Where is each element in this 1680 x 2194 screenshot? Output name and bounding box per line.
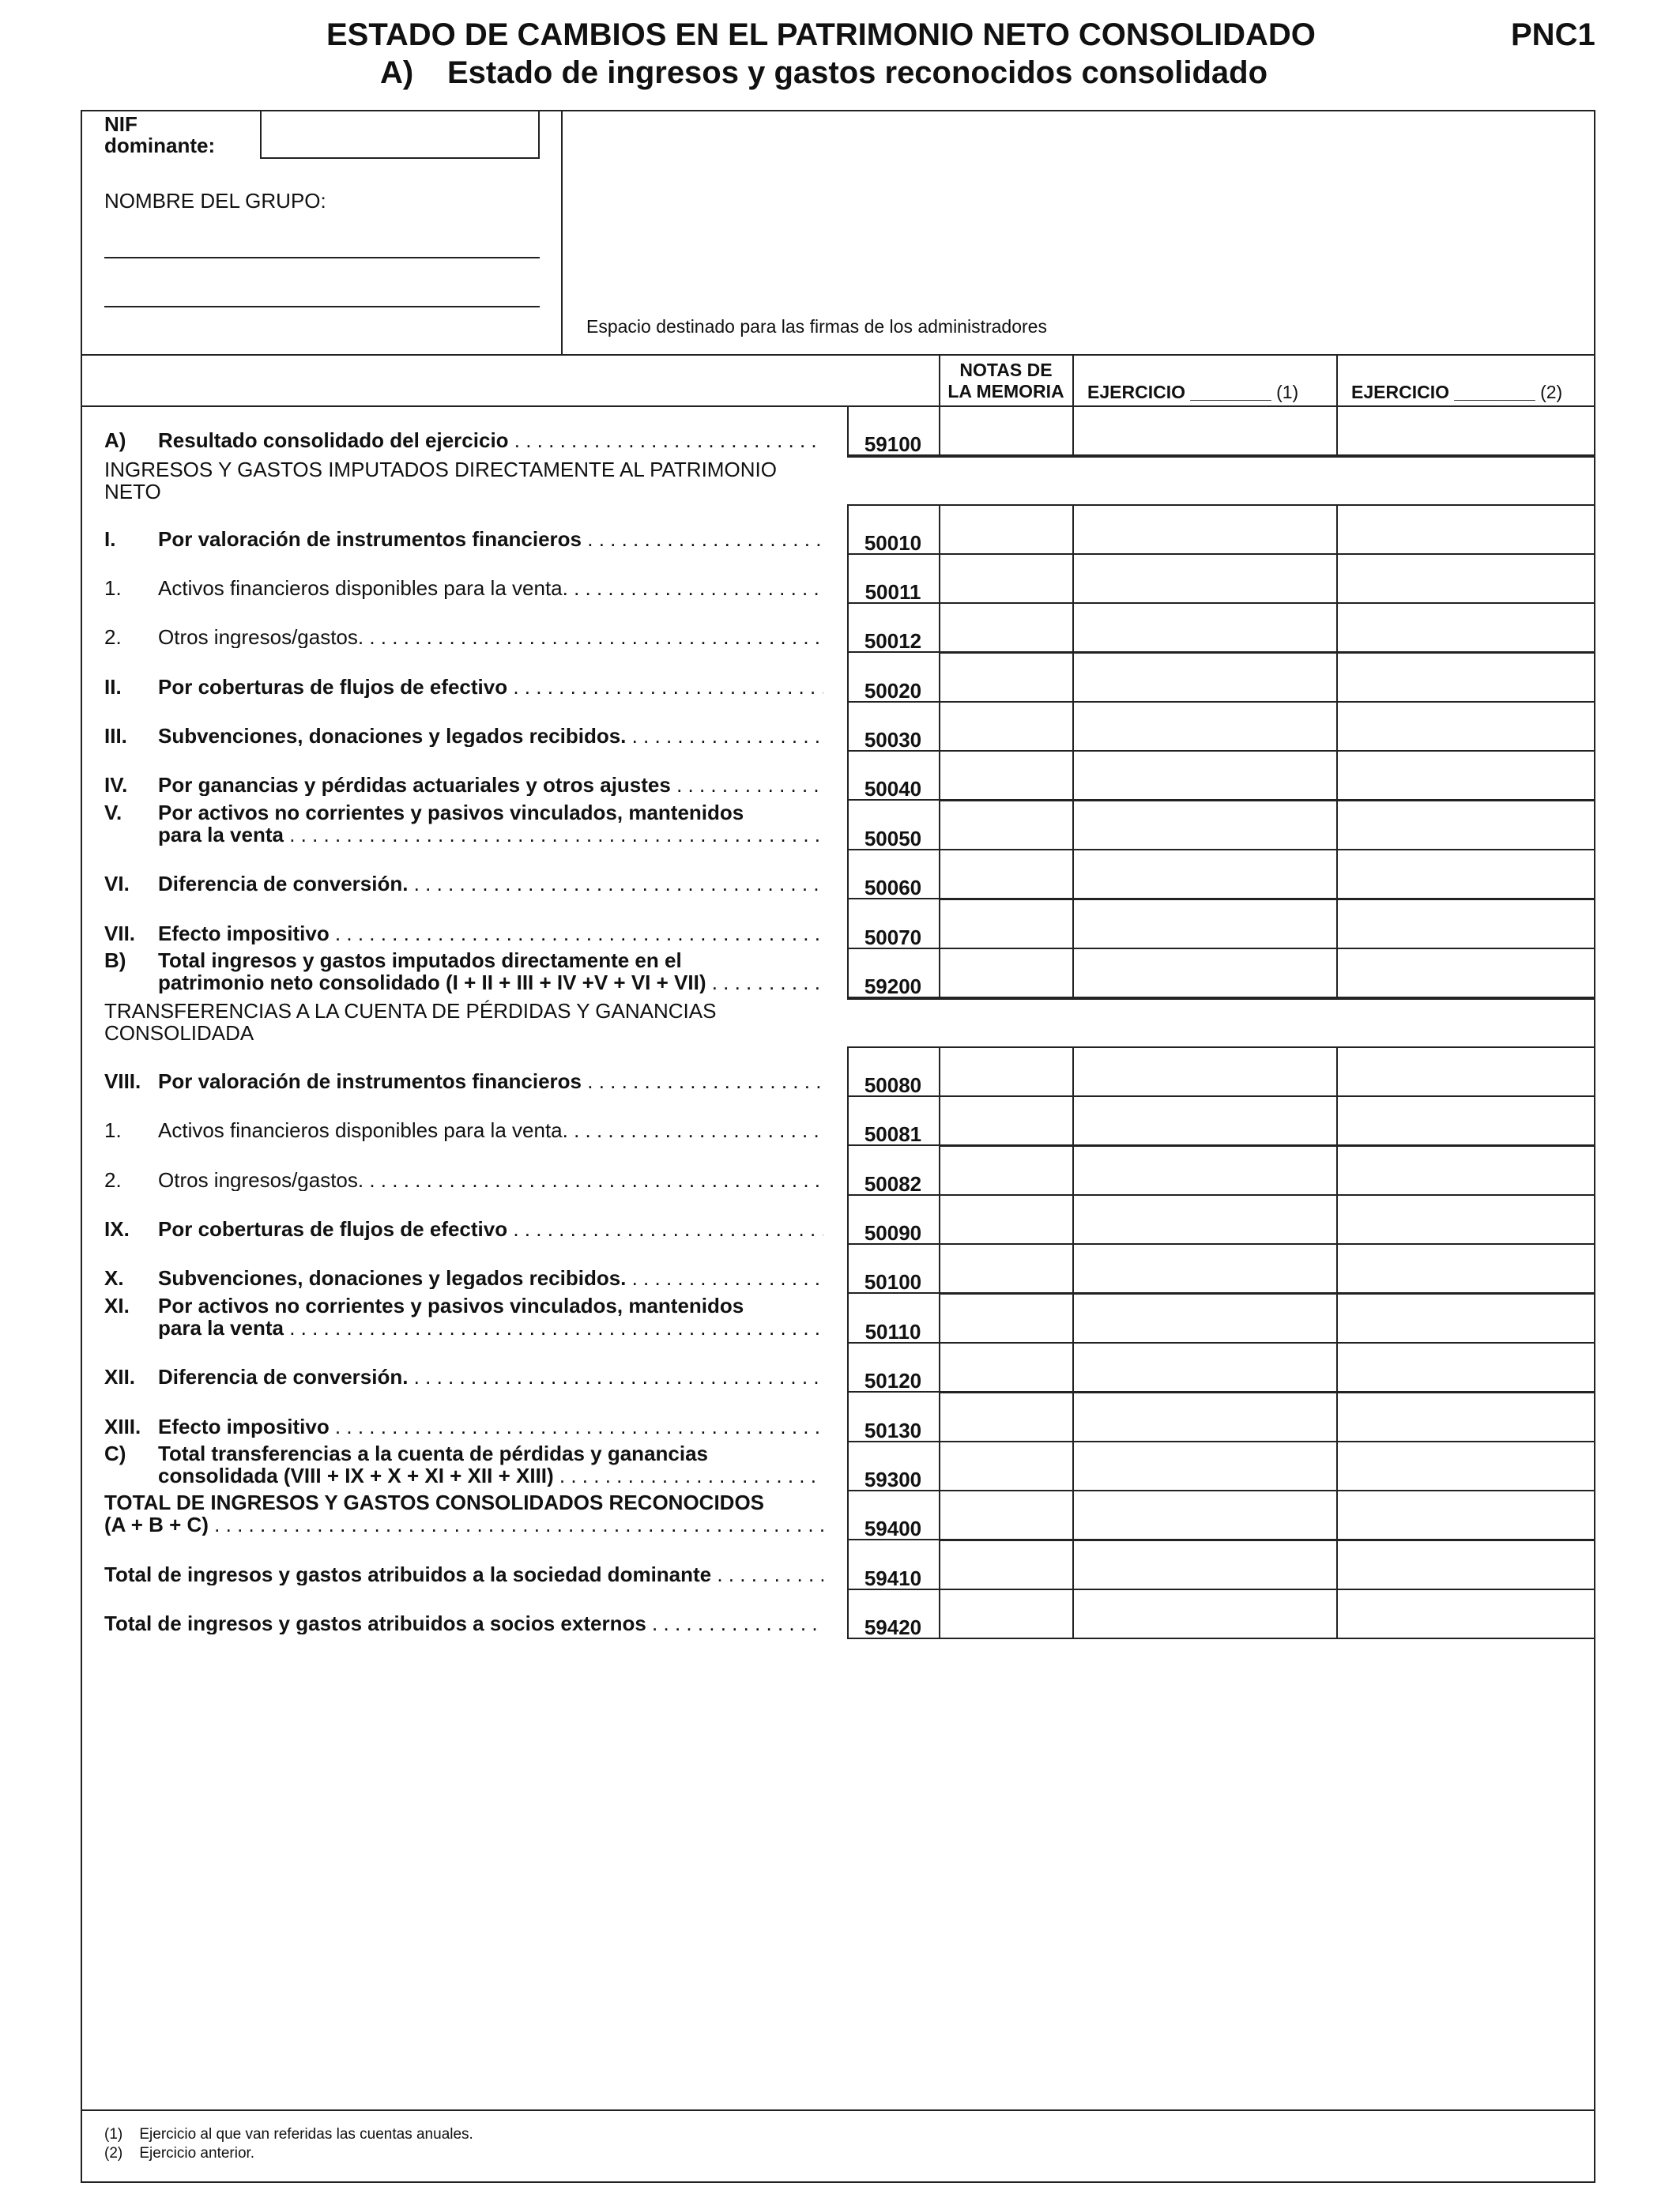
notes-cell[interactable] bbox=[939, 652, 1074, 703]
row-text: Subvenciones, donaciones y legados recibidos. . . . bbox=[158, 725, 823, 747]
row-text: Por ganancias y pérdidas actuariales y otros ajustes . . . bbox=[158, 774, 823, 796]
row-code: 50060 bbox=[864, 876, 922, 899]
row-label bbox=[104, 626, 823, 650]
notes-cell[interactable] bbox=[939, 1243, 1074, 1294]
row-code-box bbox=[847, 1589, 940, 1639]
row-label bbox=[104, 1442, 823, 1488]
notes-cell[interactable] bbox=[939, 701, 1074, 752]
page-title: ESTADO DE CAMBIOS EN EL PATRIMONIO NETO CONSOLIDADO bbox=[326, 17, 1316, 52]
row-text: Total de ingresos y gastos atribuidos a la sociedad dominante . . . bbox=[104, 1563, 823, 1585]
row-code-box bbox=[847, 1194, 940, 1245]
row-code: 50020 bbox=[864, 679, 922, 703]
row-code: 50090 bbox=[864, 1221, 922, 1245]
row-text: Por valoración de instrumentos financieros . . . bbox=[158, 1070, 823, 1092]
page-subtitle: Estado de ingresos y gastos reconocidos consolidado bbox=[447, 55, 1268, 90]
row-code-box bbox=[847, 701, 940, 752]
row-code: 50030 bbox=[864, 728, 922, 752]
exercise2-cell[interactable] bbox=[1336, 553, 1595, 604]
row-code-box bbox=[847, 899, 940, 949]
row-text: Efecto impositivo . . . bbox=[158, 922, 823, 944]
exercise1-cell[interactable] bbox=[1072, 553, 1338, 604]
exercise1-cell[interactable] bbox=[1072, 1145, 1338, 1196]
row-code: 50080 bbox=[864, 1073, 922, 1097]
exercise2-cell[interactable] bbox=[1336, 800, 1595, 850]
group-name-label: NOMBRE DEL GRUPO: bbox=[104, 189, 326, 213]
row-label bbox=[104, 1366, 823, 1389]
row-text: Total de ingresos y gastos atribuidos a socios externos . . . bbox=[104, 1612, 823, 1634]
row-code: 50100 bbox=[864, 1270, 922, 1294]
row-number: IX. bbox=[104, 1217, 130, 1241]
row-code-box bbox=[847, 800, 940, 850]
header-divider-ex1 bbox=[1072, 354, 1074, 406]
exercise2-cell[interactable] bbox=[1336, 1490, 1595, 1540]
row-code-box bbox=[847, 1342, 940, 1393]
group-name-field-2[interactable] bbox=[104, 306, 540, 307]
row-label bbox=[104, 429, 823, 453]
row-text-continued: para la venta . . . bbox=[158, 824, 823, 846]
exercise2-cell[interactable] bbox=[1336, 602, 1595, 653]
exercise1-cell[interactable] bbox=[1072, 405, 1338, 456]
row-text: Total transferencias a la cuenta de pérdidas y ganancias bbox=[158, 1442, 709, 1465]
exercise2-cell[interactable] bbox=[1336, 1046, 1595, 1097]
notes-cell[interactable] bbox=[939, 849, 1074, 899]
notes-cell[interactable] bbox=[939, 1194, 1074, 1245]
row-number: 1. bbox=[104, 576, 122, 600]
row-number: II. bbox=[104, 675, 122, 699]
row-label bbox=[104, 1070, 823, 1094]
exercise2-cell[interactable] bbox=[1336, 1293, 1595, 1344]
exercise2-cell[interactable] bbox=[1336, 1441, 1595, 1491]
row-code: 50110 bbox=[864, 1320, 921, 1344]
row-text-continued: patrimonio neto consolidado (I + II + III + IV +V + VI + VII) . . . bbox=[158, 971, 823, 993]
row-label bbox=[104, 676, 823, 699]
row-text-continued: (A + B + C) . . . bbox=[104, 1514, 823, 1536]
row-number: B) bbox=[104, 948, 126, 972]
header-divider-ex2 bbox=[1336, 354, 1338, 406]
exercise1-cell[interactable] bbox=[1072, 701, 1338, 752]
exercise1-cell[interactable] bbox=[1072, 1194, 1338, 1245]
row-text: Activos financieros disponibles para la venta. . . . bbox=[158, 577, 823, 599]
footnote-2: (2) Ejercicio anterior. bbox=[104, 2145, 255, 2162]
row-number: VI. bbox=[104, 872, 130, 895]
row-text-continued: consolidada (VIII + IX + X + XI + XII + XIII) . . . bbox=[158, 1465, 823, 1487]
section-heading-equity: INGRESOS Y GASTOS IMPUTADOS DIRECTAMENTE AL PATRIMONIO NETO bbox=[104, 458, 777, 503]
row-text: Diferencia de conversión. . . . bbox=[158, 1366, 823, 1388]
row-code-box bbox=[847, 652, 940, 703]
row-code: 50130 bbox=[864, 1419, 922, 1442]
row-number: I. bbox=[104, 527, 116, 551]
section2-rule bbox=[847, 998, 1595, 1000]
row-text: TOTAL DE INGRESOS Y GASTOS CONSOLIDADOS RECONOCIDOS bbox=[104, 1491, 765, 1514]
exercise1-cell[interactable] bbox=[1072, 1342, 1338, 1393]
row-code-box bbox=[847, 1145, 940, 1196]
notes-cell[interactable] bbox=[939, 1490, 1074, 1540]
row-label bbox=[104, 1491, 823, 1537]
row-code-box bbox=[847, 1293, 940, 1344]
exercise1-cell[interactable] bbox=[1072, 504, 1338, 555]
exercise1-cell[interactable] bbox=[1072, 1540, 1338, 1590]
exercise2-cell[interactable] bbox=[1336, 1095, 1595, 1146]
signatures-caption: Espacio destinado para las firmas de los administradores bbox=[586, 316, 1047, 337]
row-number: VIII. bbox=[104, 1069, 141, 1093]
row-text-continued: para la venta . . . bbox=[158, 1317, 823, 1339]
row-number: V. bbox=[104, 801, 122, 824]
row-label bbox=[104, 774, 823, 797]
row-text: Otros ingresos/gastos. . . . bbox=[158, 1169, 823, 1191]
id-divider bbox=[561, 110, 563, 356]
table-bottom-rule bbox=[847, 1638, 1595, 1639]
row-text: Resultado consolidado del ejercicio . . . bbox=[158, 429, 823, 451]
exercise1-cell[interactable] bbox=[1072, 1490, 1338, 1540]
row-text: Efecto impositivo . . . bbox=[158, 1416, 823, 1438]
row-label bbox=[104, 528, 823, 552]
section1-rule bbox=[847, 456, 1595, 458]
exercise2-cell[interactable] bbox=[1336, 849, 1595, 899]
exercise2-cell[interactable] bbox=[1336, 701, 1595, 752]
row-text: Por activos no corrientes y pasivos vinculados, mantenidos bbox=[158, 801, 744, 824]
row-number: 2. bbox=[104, 625, 122, 649]
row-code-box bbox=[847, 405, 940, 456]
row-number: X. bbox=[104, 1266, 124, 1290]
row-code: 59420 bbox=[864, 1615, 922, 1639]
notes-cell[interactable] bbox=[939, 602, 1074, 653]
row-label bbox=[104, 1563, 823, 1587]
row-text: Subvenciones, donaciones y legados recibidos. . . . bbox=[158, 1267, 823, 1289]
exercise1-cell[interactable] bbox=[1072, 1243, 1338, 1294]
notes-cell[interactable] bbox=[939, 405, 1074, 456]
row-number: 1. bbox=[104, 1118, 122, 1142]
exercise1-cell[interactable] bbox=[1072, 750, 1338, 801]
row-label bbox=[104, 949, 823, 995]
row-code-box bbox=[847, 1095, 940, 1146]
subtitle-prefix: A) bbox=[380, 55, 414, 90]
row-code-box bbox=[847, 1490, 940, 1540]
notes-cell[interactable] bbox=[939, 504, 1074, 555]
exercise2-column-header: EJERCICIO ________ (2) bbox=[1351, 382, 1563, 402]
row-number: IV. bbox=[104, 773, 128, 797]
row-code: 50082 bbox=[864, 1172, 922, 1196]
row-text: Por coberturas de flujos de efectivo . . . bbox=[158, 676, 823, 698]
notes-cell[interactable] bbox=[939, 1046, 1074, 1097]
exercise1-column-header: EJERCICIO ________ (1) bbox=[1087, 382, 1299, 402]
row-code: 59100 bbox=[864, 432, 922, 456]
exercise2-cell[interactable] bbox=[1336, 1145, 1595, 1196]
row-label bbox=[104, 1267, 823, 1291]
row-code: 59200 bbox=[864, 974, 922, 998]
notes-cell[interactable] bbox=[939, 1145, 1074, 1196]
row-code: 50040 bbox=[864, 777, 922, 801]
row-number: VII. bbox=[104, 922, 136, 945]
exercise1-cell[interactable] bbox=[1072, 800, 1338, 850]
exercise1-cell[interactable] bbox=[1072, 948, 1338, 998]
exercise2-cell[interactable] bbox=[1336, 1392, 1595, 1442]
notes-cell[interactable] bbox=[939, 1095, 1074, 1146]
row-code: 50012 bbox=[864, 629, 922, 653]
notes-cell[interactable] bbox=[939, 1540, 1074, 1590]
exercise2-cell[interactable] bbox=[1336, 1342, 1595, 1393]
row-label bbox=[104, 1612, 823, 1636]
section-heading-transfers: TRANSFERENCIAS A LA CUENTA DE PÉRDIDAS Y GANANCIAS CONSOLIDADA bbox=[104, 999, 717, 1045]
row-code: 59400 bbox=[864, 1517, 922, 1540]
exercise2-cell[interactable] bbox=[1336, 1243, 1595, 1294]
row-code-box bbox=[847, 849, 940, 899]
row-code: 59410 bbox=[864, 1566, 922, 1590]
row-number: XIII. bbox=[104, 1415, 141, 1438]
row-code-box bbox=[847, 602, 940, 653]
row-code-box bbox=[847, 1243, 940, 1294]
row-label bbox=[104, 1218, 823, 1242]
row-code: 50010 bbox=[864, 531, 922, 555]
row-code: 50081 bbox=[864, 1122, 922, 1146]
row-number: III. bbox=[104, 724, 127, 748]
row-label bbox=[104, 1416, 823, 1439]
notes-cell[interactable] bbox=[939, 1293, 1074, 1344]
notes-cell[interactable] bbox=[939, 800, 1074, 850]
row-text: Diferencia de conversión. . . . bbox=[158, 873, 823, 895]
row-code-box bbox=[847, 948, 940, 998]
row-code-box bbox=[847, 1392, 940, 1442]
row-label bbox=[104, 1169, 823, 1193]
row-label bbox=[104, 873, 823, 896]
exercise2-cell[interactable] bbox=[1336, 405, 1595, 456]
row-text: Activos financieros disponibles para la venta. . . . bbox=[158, 1119, 823, 1141]
row-code-box bbox=[847, 1046, 940, 1097]
row-code-box bbox=[847, 1540, 940, 1590]
row-number: 2. bbox=[104, 1168, 122, 1192]
form-code: PNC1 bbox=[1511, 17, 1595, 52]
exercise2-cell[interactable] bbox=[1336, 948, 1595, 998]
row-number: XI. bbox=[104, 1294, 130, 1318]
row-text: Total ingresos y gastos imputados directamente en el bbox=[158, 948, 682, 972]
footer-rule bbox=[81, 2109, 1595, 2111]
row-text: Por activos no corrientes y pasivos vinculados, mantenidos bbox=[158, 1294, 744, 1318]
exercise1-cell[interactable] bbox=[1072, 1392, 1338, 1442]
row-code-box bbox=[847, 553, 940, 604]
notes-cell[interactable] bbox=[939, 948, 1074, 998]
exercise1-cell[interactable] bbox=[1072, 1095, 1338, 1146]
notes-cell[interactable] bbox=[939, 899, 1074, 949]
row-code: 50120 bbox=[864, 1369, 922, 1393]
exercise2-cell[interactable] bbox=[1336, 750, 1595, 801]
row-label bbox=[104, 922, 823, 946]
id-bottom-rule bbox=[81, 354, 1595, 356]
row-number: C) bbox=[104, 1442, 126, 1465]
row-text: Otros ingresos/gastos. . . . bbox=[158, 626, 823, 648]
row-number: A) bbox=[104, 428, 126, 452]
row-code: 59300 bbox=[864, 1468, 922, 1491]
exercise2-cell[interactable] bbox=[1336, 1540, 1595, 1590]
exercise1-cell[interactable] bbox=[1072, 1046, 1338, 1097]
exercise2-cell[interactable] bbox=[1336, 652, 1595, 703]
row-code: 50050 bbox=[864, 827, 922, 850]
row-text: Por coberturas de flujos de efectivo . . . bbox=[158, 1218, 823, 1240]
exercise1-cell[interactable] bbox=[1072, 1293, 1338, 1344]
nif-label: NIF dominante: bbox=[104, 112, 216, 157]
exercise1-cell[interactable] bbox=[1072, 849, 1338, 899]
notes-cell[interactable] bbox=[939, 553, 1074, 604]
notes-cell[interactable] bbox=[939, 1441, 1074, 1491]
exercise1-cell[interactable] bbox=[1072, 602, 1338, 653]
row-number: XII. bbox=[104, 1365, 136, 1389]
row-code-box bbox=[847, 504, 940, 555]
row-label bbox=[104, 801, 823, 847]
exercise1-cell[interactable] bbox=[1072, 652, 1338, 703]
exercise2-cell[interactable] bbox=[1336, 899, 1595, 949]
row-code: 50011 bbox=[864, 580, 921, 604]
row-text: Por valoración de instrumentos financieros . . . bbox=[158, 528, 823, 550]
group-name-field-1[interactable] bbox=[104, 257, 540, 258]
row-code-box bbox=[847, 750, 940, 801]
notes-cell[interactable] bbox=[939, 750, 1074, 801]
exercise2-cell[interactable] bbox=[1336, 1589, 1595, 1639]
exercise2-cell[interactable] bbox=[1336, 504, 1595, 555]
row-label bbox=[104, 577, 823, 601]
row-label bbox=[104, 725, 823, 748]
exercise1-cell[interactable] bbox=[1072, 899, 1338, 949]
notes-cell[interactable] bbox=[939, 1392, 1074, 1442]
row-label bbox=[104, 1119, 823, 1143]
notes-cell[interactable] bbox=[939, 1342, 1074, 1393]
notes-cell[interactable] bbox=[939, 1589, 1074, 1639]
nif-input[interactable] bbox=[260, 110, 540, 159]
exercise1-cell[interactable] bbox=[1072, 1589, 1338, 1639]
exercise2-cell[interactable] bbox=[1336, 1194, 1595, 1245]
row-label bbox=[104, 1295, 823, 1340]
row-code-box bbox=[847, 1441, 940, 1491]
exercise1-cell[interactable] bbox=[1072, 1441, 1338, 1491]
row-code: 50070 bbox=[864, 925, 922, 949]
notes-column-header: NOTAS DE LA MEMORIA bbox=[947, 360, 1064, 401]
footnote-1: (1) Ejercicio al que van referidas las cuentas anuales. bbox=[104, 2126, 473, 2143]
